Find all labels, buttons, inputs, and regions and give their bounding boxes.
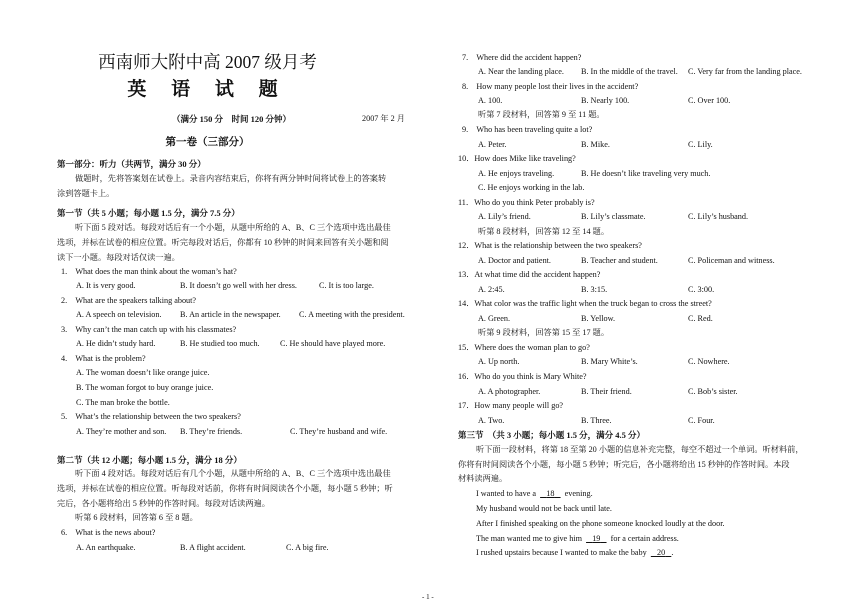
q11-option-b: B. Lily’s classmate. <box>581 212 646 221</box>
q2-option-c: C. A meeting with the president. <box>299 310 405 319</box>
note-7: 听第 7 段材料，回答第 9 至 11 题。 <box>478 110 605 119</box>
q5-option-b: B. They’re friends. <box>180 427 243 436</box>
q8-option-c: C. Over 100. <box>688 96 731 105</box>
q14-stem: 14．What color was the traffic light when the truck began to cross the street? <box>458 299 712 308</box>
exam-subtitle: 英 语 试 题 <box>127 79 288 100</box>
part1-heading: 第一部分：听力（共两节，满分 30 分） <box>57 159 206 169</box>
blank-20[interactable]: 20 <box>656 548 666 557</box>
blank-18[interactable]: 18 <box>546 489 555 498</box>
q7-option-b: B. In the middle of the travel. <box>581 67 678 76</box>
q9-option-a: A. Peter. <box>478 140 507 149</box>
q12-option-c: C. Policeman and witness. <box>688 256 775 265</box>
q16-option-a: A. A photographer. <box>478 387 541 396</box>
q8-option-b: B. Nearly 100. <box>581 96 630 105</box>
q13-option-b: B. 3:15. <box>581 285 608 294</box>
section1-intro-1: 听下面 5 段对话。每段对话后有一个小题，从题中所给的 A、B、C 三个选项中选出最佳 <box>75 223 391 232</box>
q6-option-a: A. An earthquake. <box>76 543 136 552</box>
section2-heading: 第二节（共 12 小题；每小题 1.5 分，满分 18 分） <box>57 455 242 465</box>
note-8: 听第 8 段材料，回答第 12 至 14 题。 <box>478 227 610 236</box>
q5-stem: 5. What’s the relationship between the two speakers? <box>61 412 241 421</box>
section3-heading: 第三节 （共 3 小题；每小题 1.5 分，满分 4.5 分） <box>458 430 646 440</box>
q2-option-a: A. A speech on television. <box>76 310 162 319</box>
q17-option-b: B. Three. <box>581 416 612 425</box>
q12-stem: 12．What is the relationship between the two speakers? <box>458 241 642 250</box>
q2-stem: 2. What are the speakers talking about? <box>61 296 197 305</box>
q3-option-a: A. He didn’t study hard. <box>76 339 156 348</box>
q14-option-a: A. Green. <box>478 314 511 323</box>
q3-option-c: C. He should have played more. <box>280 339 386 348</box>
q12-option-a: A. Doctor and patient. <box>478 256 551 265</box>
q7-option-a: A. Near the landing place. <box>478 67 564 76</box>
q15-stem: 15．Where does the woman plan to go? <box>458 343 590 352</box>
section3-intro-1: 听下面一段材料，将第 18 至第 20 小题的信息补充完整，每空不超过一个单词。听材料前， <box>476 445 804 454</box>
q16-stem: 16．Who do you think is Mary White? <box>458 372 587 381</box>
section3-intro-3: 材料读两遍。 <box>458 474 508 483</box>
fill-line-22: I rushed upstairs because I wanted to make the baby 20 . <box>476 548 674 557</box>
score-time: （满分 150 分 时间 120 分钟） <box>172 114 292 124</box>
fill-line-21: The man wanted me to give him 19 for a certain address. <box>476 534 679 543</box>
q5-option-a: A. They’re mother and son. <box>76 427 167 436</box>
fill-line-20: After I finished speaking on the phone someone knocked loudly at the door. <box>476 519 725 528</box>
part1-intro-1: 做题时，先将答案划在试卷上。录音内容结束后，你将有两分钟时间将试卷上的答案转 <box>75 174 387 183</box>
page-number: - 1 - <box>422 593 434 601</box>
q1-stem: 1. What does the man think about the woman’s hat? <box>61 267 237 276</box>
q16-option-b: B. Their friend. <box>581 387 632 396</box>
q10-option-b: B. He doesn’t like traveling very much. <box>581 169 711 178</box>
q16-option-c: C. Bob’s sister. <box>688 387 738 396</box>
q9-stem: 9. Who has been traveling quite a lot? <box>462 125 593 134</box>
blank-19[interactable]: 19 <box>592 534 601 543</box>
q8-option-a: A. 100. <box>478 96 503 105</box>
q4-option-c: C. The man broke the bottle. <box>76 398 170 407</box>
q14-option-b: B. Yellow. <box>581 314 616 323</box>
q15-option-a: A. Up north. <box>478 357 520 366</box>
q15-option-b: B. Mary White’s. <box>581 357 638 366</box>
q13-stem: 13．At what time did the accident happen? <box>458 270 601 279</box>
section2-intro-1: 听下面 4 段对话。每段对话后有几个小题，从题中所给的 A、B、C 三个选项中选出最佳 <box>75 469 391 478</box>
q17-stem: 17．How many people will go? <box>458 401 564 410</box>
q3-option-b: B. He studied too much. <box>180 339 260 348</box>
q10-stem: 10．How does Mike like traveling? <box>458 154 576 163</box>
q1-option-a: A. It is very good. <box>76 281 136 290</box>
q8-stem: 8. How many people lost their lives in the accident? <box>462 82 639 91</box>
q7-stem: 7. Where did the accident happen? <box>462 53 582 62</box>
section2-intro-2: 选项，并标在试卷的相应位置。听每段对话前，你将有时间阅读各个小题，每小题 5 秒钟；听 <box>57 484 393 493</box>
exam-date: 2007 年 2 月 <box>362 114 405 123</box>
q6-stem: 6. What is the news about? <box>61 528 156 537</box>
q6-option-b: B. A flight accident. <box>180 543 246 552</box>
q15-option-c: C. Nowhere. <box>688 357 730 366</box>
q13-option-a: A. 2:45. <box>478 285 505 294</box>
q4-stem: 4. What is the problem? <box>61 354 146 363</box>
part1-intro-2: 涂到答题卡上。 <box>57 189 115 198</box>
section2-intro-3: 完后，各小题将给出 5 秒钟的作答时间。每段对话读两遍。 <box>57 499 270 508</box>
exam-title: 西南师大附中高 2007 级月考 <box>98 52 317 72</box>
q11-option-a: A. Lily’s friend. <box>478 212 531 221</box>
section2-note-6: 听第 6 段材料，回答第 6 至 8 题。 <box>75 513 198 522</box>
q3-stem: 3. Why can’t the man catch up with his classmates? <box>61 325 237 334</box>
section3-intro-2: 你将有时间阅读各个小题，每小题 5 秒钟；听完后，各小题将给出 15 秒钟的作答时间。本段 <box>458 460 790 469</box>
q6-option-c: C. A big fire. <box>286 543 329 552</box>
q9-option-c: C. Lily. <box>688 140 713 149</box>
section1-heading: 第一节（共 5 小题；每小题 1.5 分，满分 7.5 分） <box>57 208 240 218</box>
q4-option-b: B. The woman forgot to buy orange juice. <box>76 383 214 392</box>
volume-title: 第一卷（三部分） <box>165 137 250 148</box>
q14-option-c: C. Red. <box>688 314 713 323</box>
q1-option-c: C. It is too large. <box>319 281 374 290</box>
q1-option-b: B. It doesn’t go well with her dress. <box>180 281 297 290</box>
q13-option-c: C. 3:00. <box>688 285 715 294</box>
q2-option-b: B. An article in the newspaper. <box>180 310 281 319</box>
q17-option-a: A. Two. <box>478 416 505 425</box>
section1-intro-3: 读下一小题。每段对话仅读一遍。 <box>57 253 180 262</box>
q10-option-a: A. He enjoys traveling. <box>478 169 555 178</box>
q4-option-a: A. The woman doesn’t like orange juice. <box>76 368 210 377</box>
note-9: 听第 9 段材料，回答第 15 至 17 题。 <box>478 328 610 337</box>
q17-option-c: C. Four. <box>688 416 715 425</box>
q7-option-c: C. Very far from the landing place. <box>688 67 802 76</box>
q10-option-c: C. He enjoys working in the lab. <box>478 183 585 192</box>
section1-intro-2: 选项，并标在试卷的相应位置。听完每段对话后，你都有 10 秒钟的时间来回答有关小题和阅 <box>57 238 389 247</box>
fill-line-18: I wanted to have a 18 evening. <box>476 489 593 498</box>
q11-stem: 11．Who do you think Peter probably is? <box>458 198 595 207</box>
q9-option-b: B. Mike. <box>581 140 610 149</box>
q5-option-c: C. They’re husband and wife. <box>290 427 388 436</box>
fill-line-19: My husband would not be back until late. <box>476 504 612 513</box>
q12-option-b: B. Teacher and student. <box>581 256 658 265</box>
q11-option-c: C. Lily’s husband. <box>688 212 749 221</box>
